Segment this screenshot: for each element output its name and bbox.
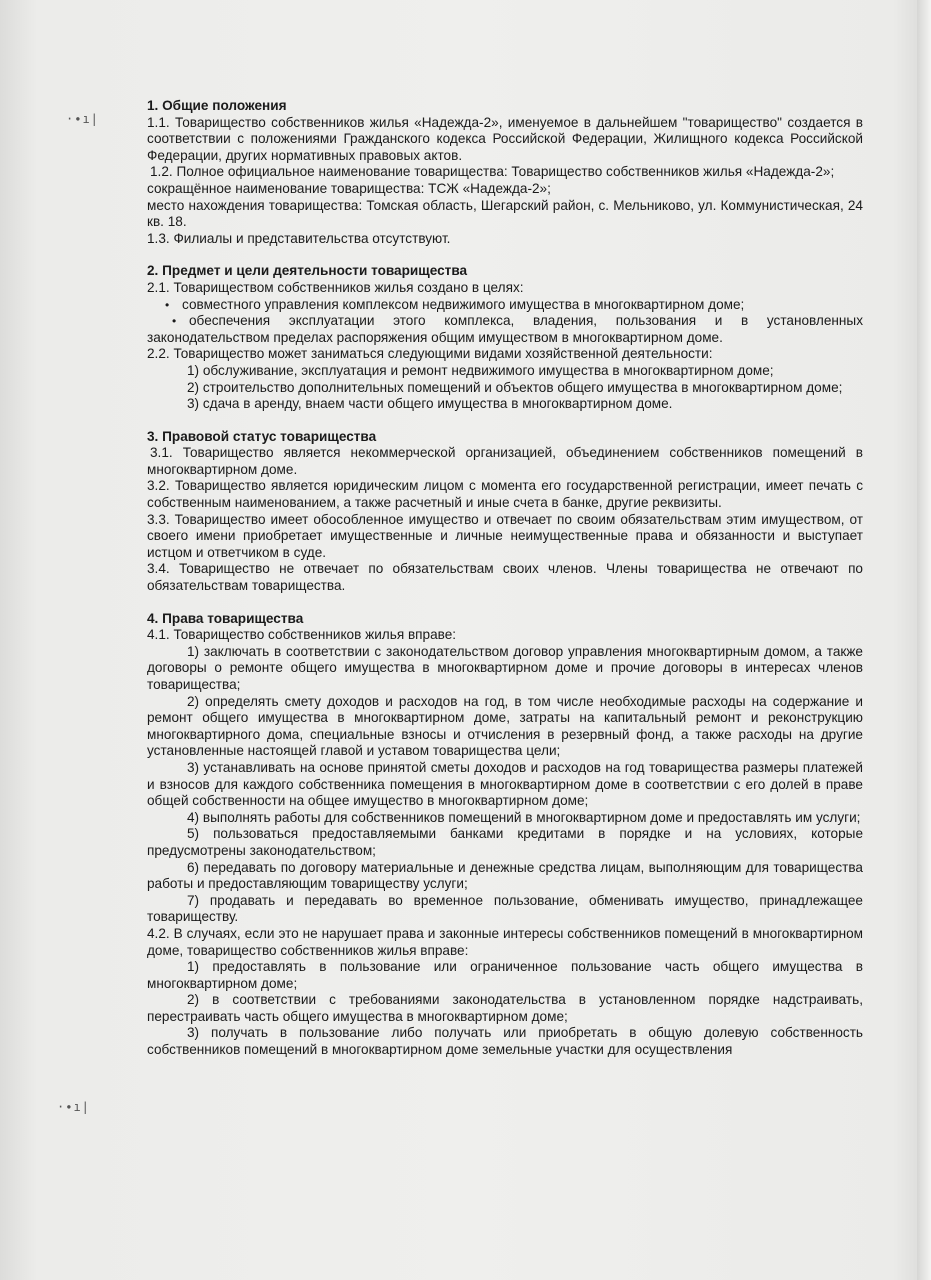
section-heading: 2. Предмет и цели деятельности товарищества bbox=[147, 263, 468, 279]
paragraph: 3.4. Товарищество не отвечает по обязательствам своих членов. Члены товарищества не отвечают по обязательствам товарищества. bbox=[147, 561, 863, 594]
paragraph: 1) заключать в соответствии с законодательством договор управления многоквартирным домом, а также договоры о ремонте общего имущества в многоквартирном доме и прочие договоры в интересах членов товарищества; bbox=[147, 643, 863, 692]
paragraph: 7) продавать и передавать во временное пользование, обменивать имущество, принадлежащее товариществу. bbox=[147, 892, 863, 925]
paragraph: 2.1. Товариществом собственников жилья создано в целях: bbox=[147, 279, 524, 295]
paragraph: 2) в соответствии с требованиями законодательства в установленном порядке надстраивать, перестраивать часть общего имущества в многоквартирном доме; bbox=[147, 992, 863, 1024]
bullet-item: • совместного управления комплексом недвижимого имущества в многоквартирном доме; bbox=[147, 297, 863, 314]
paragraph: 3.3. Товарищество имеет обособленное имущество и отвечает по своим обязательствам этим имуществом, от своего имени приобретает имущественные и личные неимущественные права и обязанности и выступает истцом и ответчиком в суде. bbox=[147, 511, 863, 560]
paragraph: 5) пользоваться предоставляемыми банками кредитами в порядке и на условиях, которые предусмотрены законодательством; bbox=[147, 826, 863, 858]
paragraph: 1) обслуживание, эксплуатация и ремонт недвижимого имущества в многоквартирном доме; bbox=[187, 362, 774, 378]
paragraph: 2) строительство дополнительных помещений и объектов общего имущества в многоквартирном доме; bbox=[187, 379, 843, 395]
page-edge-shadow bbox=[917, 0, 931, 1280]
section-heading: 4. Права товарищества bbox=[147, 610, 304, 626]
paragraph: 4.2. В случаях, если это не нарушает права и законные интересы собственников помещений в многоквартирном доме, товарищество собственников жилья вправе: bbox=[147, 925, 863, 958]
paragraph: 3) устанавливать на основе принятой сметы доходов и расходов на год товарищества размеры платежей и взносов для каждого собственника помещения в многоквартирном доме в соответствии с его долей в праве общей собственности на общее имущество в многоквартирном доме; bbox=[147, 759, 863, 809]
paragraph: 2.2. Товарищество может заниматься следующими видами хозяйственной деятельности: bbox=[147, 346, 713, 362]
paragraph: 6) передавать по договору материальные и денежные средства лицам, выполняющим для товарищества работы и предоставляющим товариществу услуги; bbox=[147, 859, 863, 892]
scan-mark: ·∙ı| bbox=[57, 1100, 90, 1114]
scan-mark: ·∙ı| bbox=[66, 112, 99, 126]
section-gap bbox=[147, 595, 863, 611]
paragraph: 3) получать в пользование либо получать или приобретать в общую долевую собственность собственников помещений в многоквартирном доме земельные участки для осуществления bbox=[147, 1025, 863, 1058]
paragraph: 1) предоставлять в пользование или ограниченное пользование часть общего имущества в многоквартирном доме; bbox=[147, 959, 863, 991]
paragraph: 1.1. Товарищество собственников жилья «Надежда-2», именуемое в дальнейшем "товарищество" создается в соответствии с положениями Гражданского кодекса Российской Федерации, Жилищного кодекса Российской Федерации, других нормативных правовых актов. bbox=[147, 114, 863, 163]
section-gap bbox=[147, 247, 863, 263]
paragraph: 4) выполнять работы для собственников помещений в многоквартирном доме и предоставлять им услуги; bbox=[187, 809, 861, 825]
paragraph: 4.1. Товарищество собственников жилья вправе: bbox=[147, 627, 457, 643]
section-heading: 1. Общие положения bbox=[147, 98, 287, 113]
section-heading: 3. Правовой статус товарищества bbox=[147, 428, 377, 444]
paragraph: 3.2. Товарищество является юридическим лицом с момента его государственной регистрации, имеет печать с собственным наименованием, а также расчетный и иные счета в банке, другие реквизиты. bbox=[147, 478, 863, 511]
paragraph: 3) сдача в аренду, внаем части общего имущества в многоквартирном доме. bbox=[187, 396, 673, 412]
document-body bbox=[147, 98, 863, 1059]
bullet-item: • обеспечения эксплуатации этого комплекса, владения, пользования и в установленных законодательством пределах распоряжения общим имуществом в многоквартирном доме. bbox=[147, 313, 863, 346]
paragraph: сокращённое наименование товарищества: ТСЖ «Надежда-2»; bbox=[147, 180, 551, 196]
paragraph: 1.3. Филиалы и представительства отсутствуют. bbox=[147, 230, 451, 246]
paragraph: 1.2. Полное официальное наименование товарищества: Товарищество собственников жилья «Надежда-2»; bbox=[150, 164, 835, 180]
paragraph: место нахождения товарищества: Томская область, Шегарский район, с. Мельниково, ул. Коммунистическая, 24 кв. 18. bbox=[147, 197, 863, 230]
paragraph: 3.1. Товарищество является некоммерческой организацией, объединением собственников помещений в многоквартирном доме. bbox=[147, 445, 863, 477]
section-gap bbox=[147, 413, 863, 429]
paragraph: 2) определять смету доходов и расходов на год, в том числе необходимые расходы на содержание и ремонт общего имущества в многоквартирном доме, затраты на капитальный ремонт и реконструкцию многоквартирного дома, специальные взносы и отчисления в резервный фонд, а также расходы на другие установленные настоящей главой и уставом товарищества цели; bbox=[147, 693, 863, 759]
